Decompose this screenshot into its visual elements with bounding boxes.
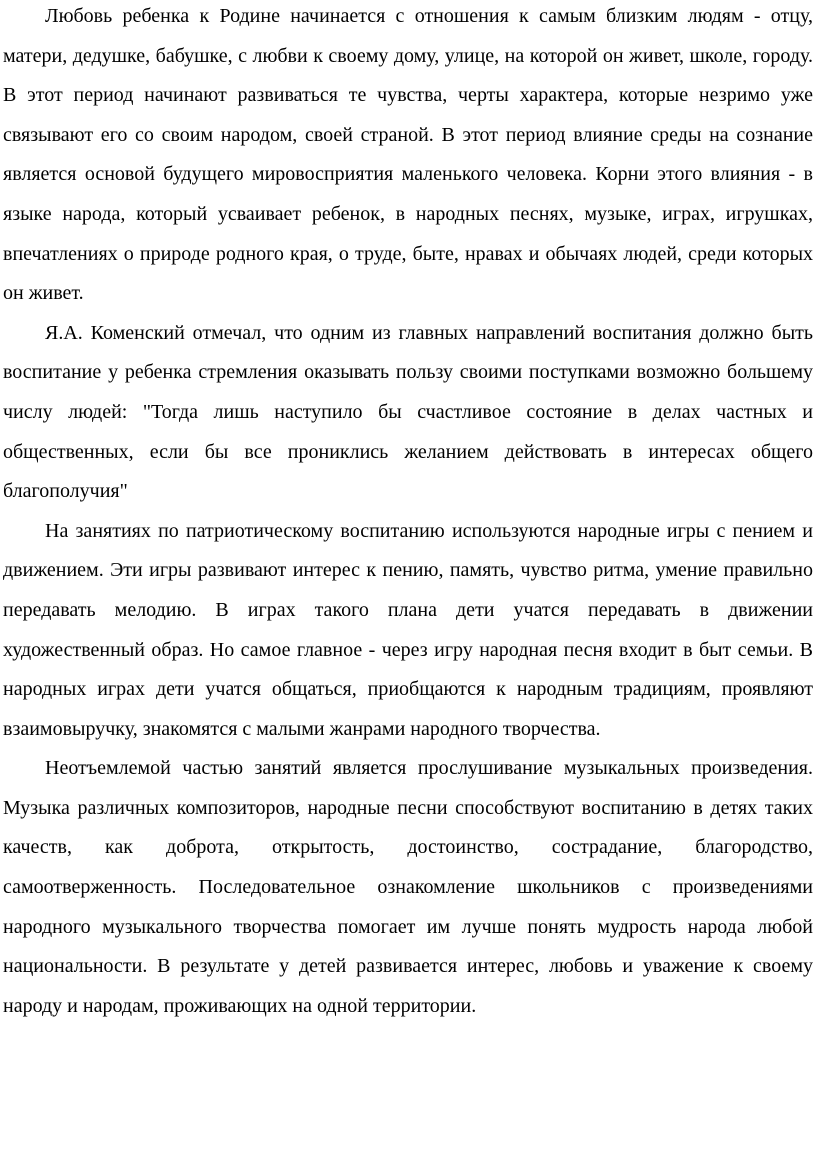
- paragraph-2: Я.А. Коменский отмечал, что одним из главных направлений воспитания должно быть воспитание у ребенка стремления оказывать пользу своими поступками возможно большему числу людей: "Тогда лишь наступило бы счастливое состояние в делах частных и общественных, если бы все прониклись желанием действовать в интересах общего благополучия": [3, 321, 813, 503]
- paragraph-1: Любовь ребенка к Родине начинается с отношения к самым близким людям - отцу, матери, дедушке, бабушке, с любви к своему дому, улице, на которой он живет, школе, городу. В этот период начинают развиваться те чувства, черты характера, которые незримо уже связывают его со своим народом, своей страной. В этот период влияние среды на сознание является основой будущего мировосприятия маленького человека. Корни этого влияния - в языке народа, который усваивает ребенок, в народных песнях, музыке, играх, игрушках, впечатлениях о природе родного края, о труде, быте, нравах и обычаях людей, среди которых он живет.: [3, 5, 813, 305]
- paragraph-3: На занятиях по патриотическому воспитанию используются народные игры с пением и движением. Эти игры развивают интерес к пению, память, чувство ритма, умение правильно передавать мелодию. В играх такого плана дети учатся передавать в движении художественный образ. Но самое главное - через игру народная песня входит в быт семьи. В народных играх дети учатся общаться, приобщаются к народным традициям, проявляют взаимовыручку, знакомятся с малыми жанрами народного творчества.: [3, 519, 813, 740]
- paragraph-4: Неотъемлемой частью занятий является прослушивание музыкальных произведения. Музыка различных композиторов, народные песни способствуют воспитанию в детях таких качеств, как доброта, открытость, достоинство, сострадание, благородство, самоотверженность. Последовательное ознакомление школьников с произведениями народного музыкального творчества помогает им лучше понять мудрость народа любой национальности. В результате у детей развивается интерес, любовь и уважение к своему народу и народам, проживающих на одной территории.: [3, 757, 813, 1017]
- document-page: [3, 0, 813, 1026]
